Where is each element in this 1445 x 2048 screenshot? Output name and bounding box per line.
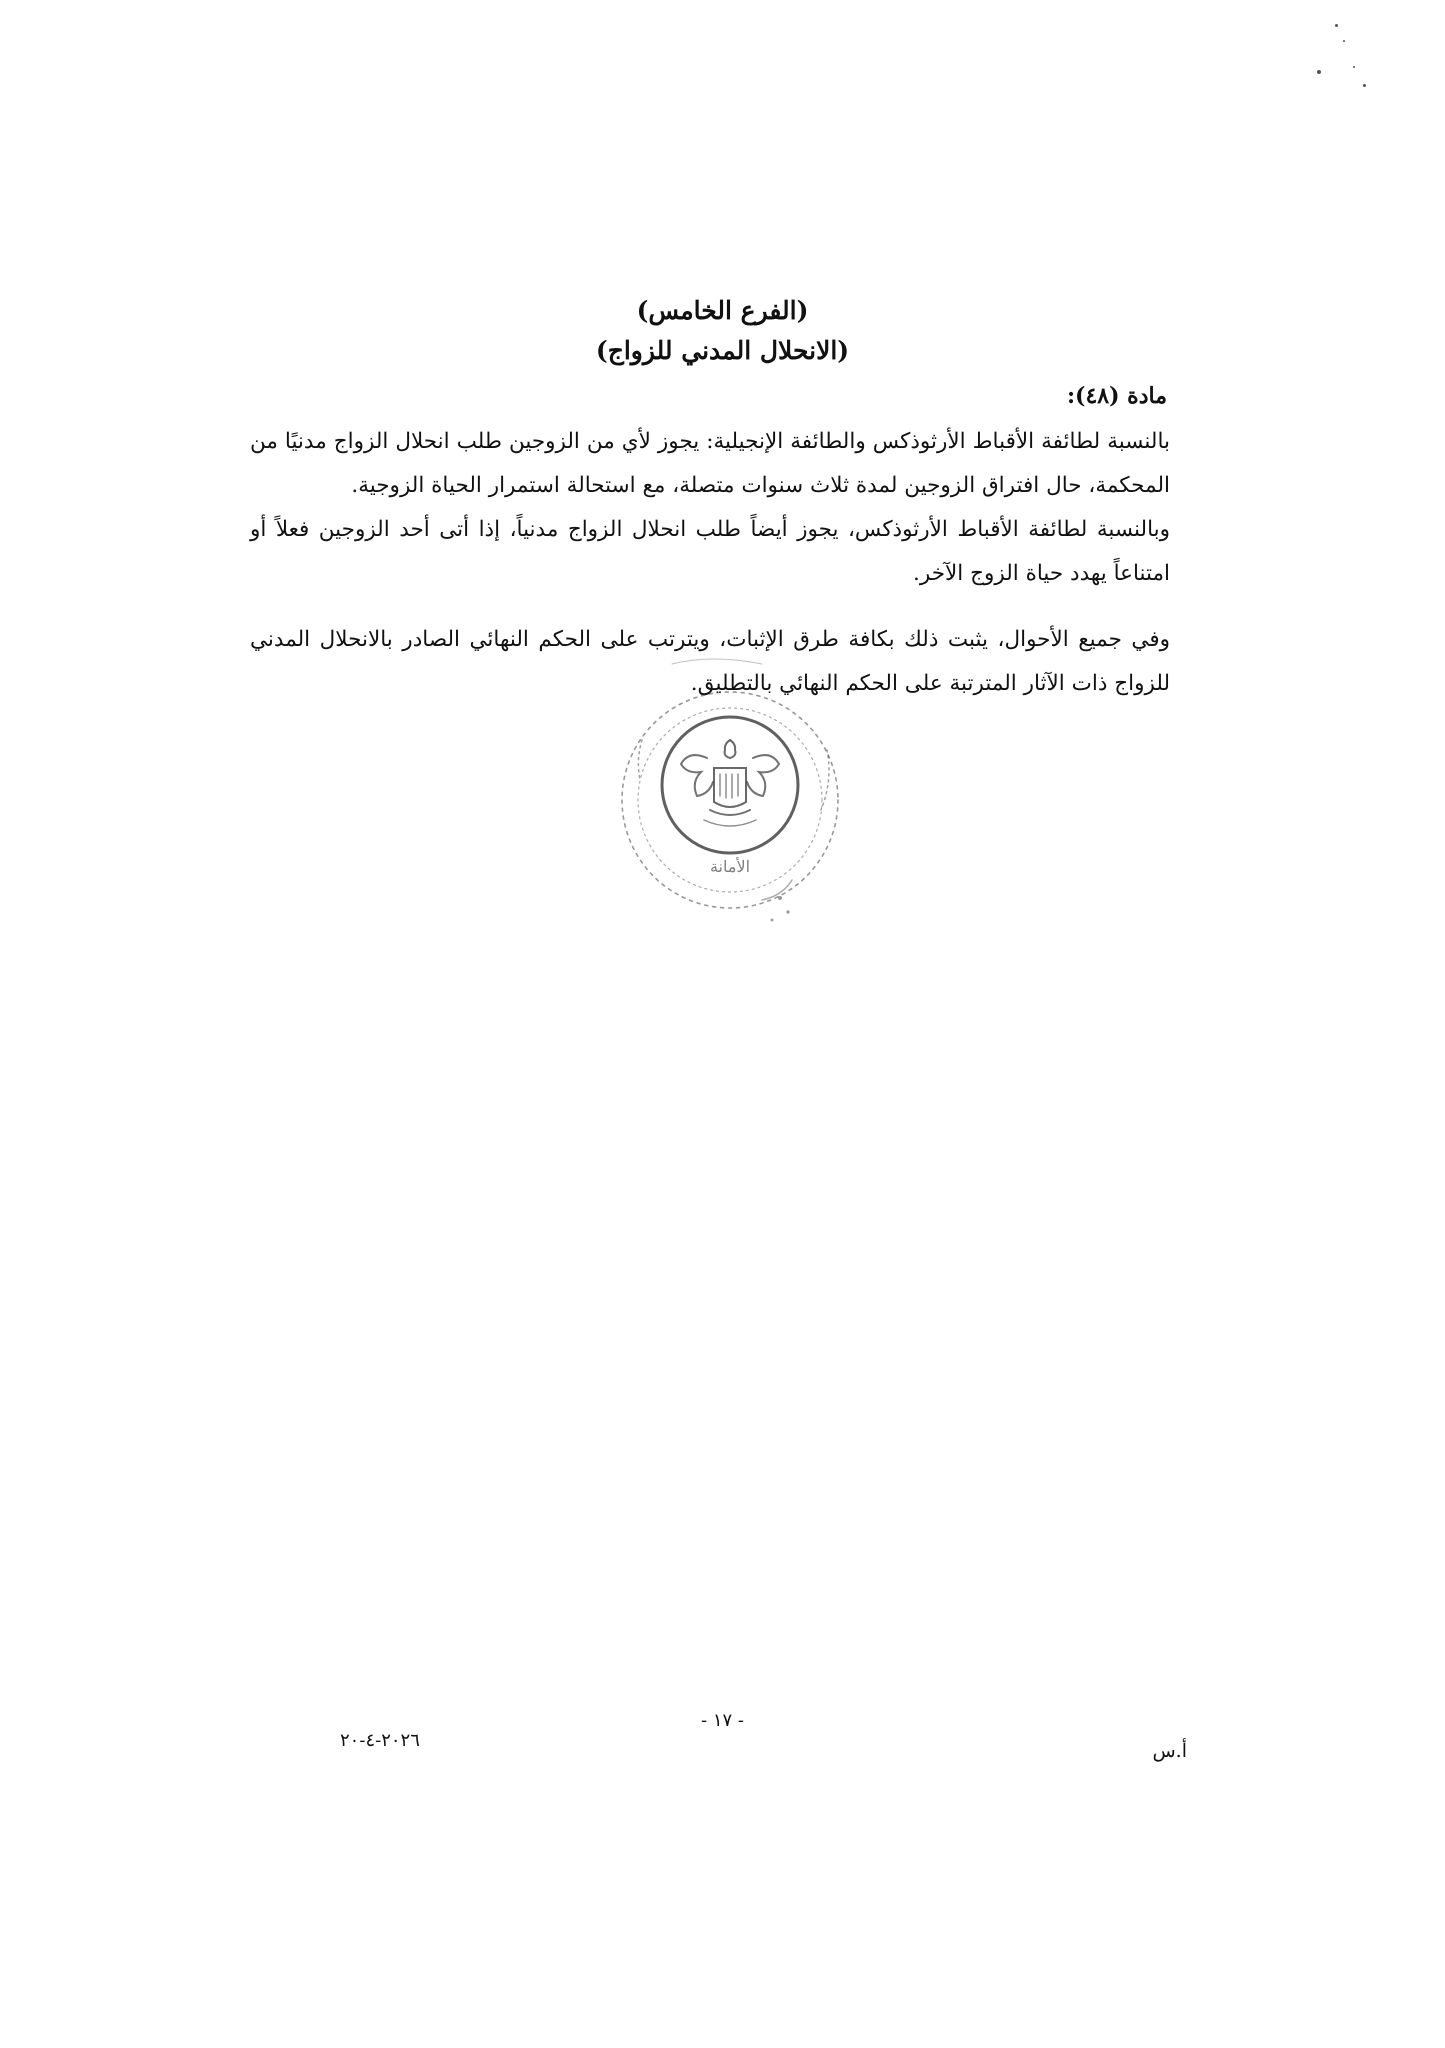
paragraph-text: وبالنسبة لطائفة الأقباط الأرثوذكس، يجوز أيضاً طلب انحلال الزواج مدنياً، إذا أتى أحد الزوجين فعلاً أو امتناعاً يهدد حياة الزوج الآخر.: [250, 517, 1170, 586]
paragraph-text: وفي جميع الأحوال، يثبت ذلك بكافة طرق الإثبات، ويترتب على الحكم النهائي الصادر بالانحلال المدني للزواج ذات الآثار المترتبة على الحكم النهائي بالتطليق.: [250, 627, 1170, 696]
official-seal-stamp: [612, 650, 862, 930]
section-title-heading: (الانحلال المدني للزواج): [595, 336, 850, 365]
footer-initials: أ.س: [1152, 1740, 1187, 1762]
footer-date: ٢٠٢٦-٤-٢٠: [340, 1730, 420, 1751]
page-number: - ١٧ -: [701, 1710, 744, 1731]
seal-text: الأمانة: [709, 857, 751, 876]
article-title: مادة (٤٨):: [1066, 383, 1167, 409]
section-branch-heading: (الفرع الخامس): [636, 296, 809, 325]
article-paragraph: [250, 420, 1170, 508]
paragraph-text: بالنسبة لطائفة الأقباط الأرثوذكس والطائفة الإنجيلية: يجوز لأي من الزوجين طلب انحلال الزواج مدنيًا من المحكمة، حال افتراق الزوجين لمدة ثلاث سنوات متصلة، مع استحالة استمرار الحياة الزوجية.: [250, 429, 1170, 498]
scan-specks: [1265, 20, 1375, 110]
article-paragraph: [250, 508, 1170, 596]
